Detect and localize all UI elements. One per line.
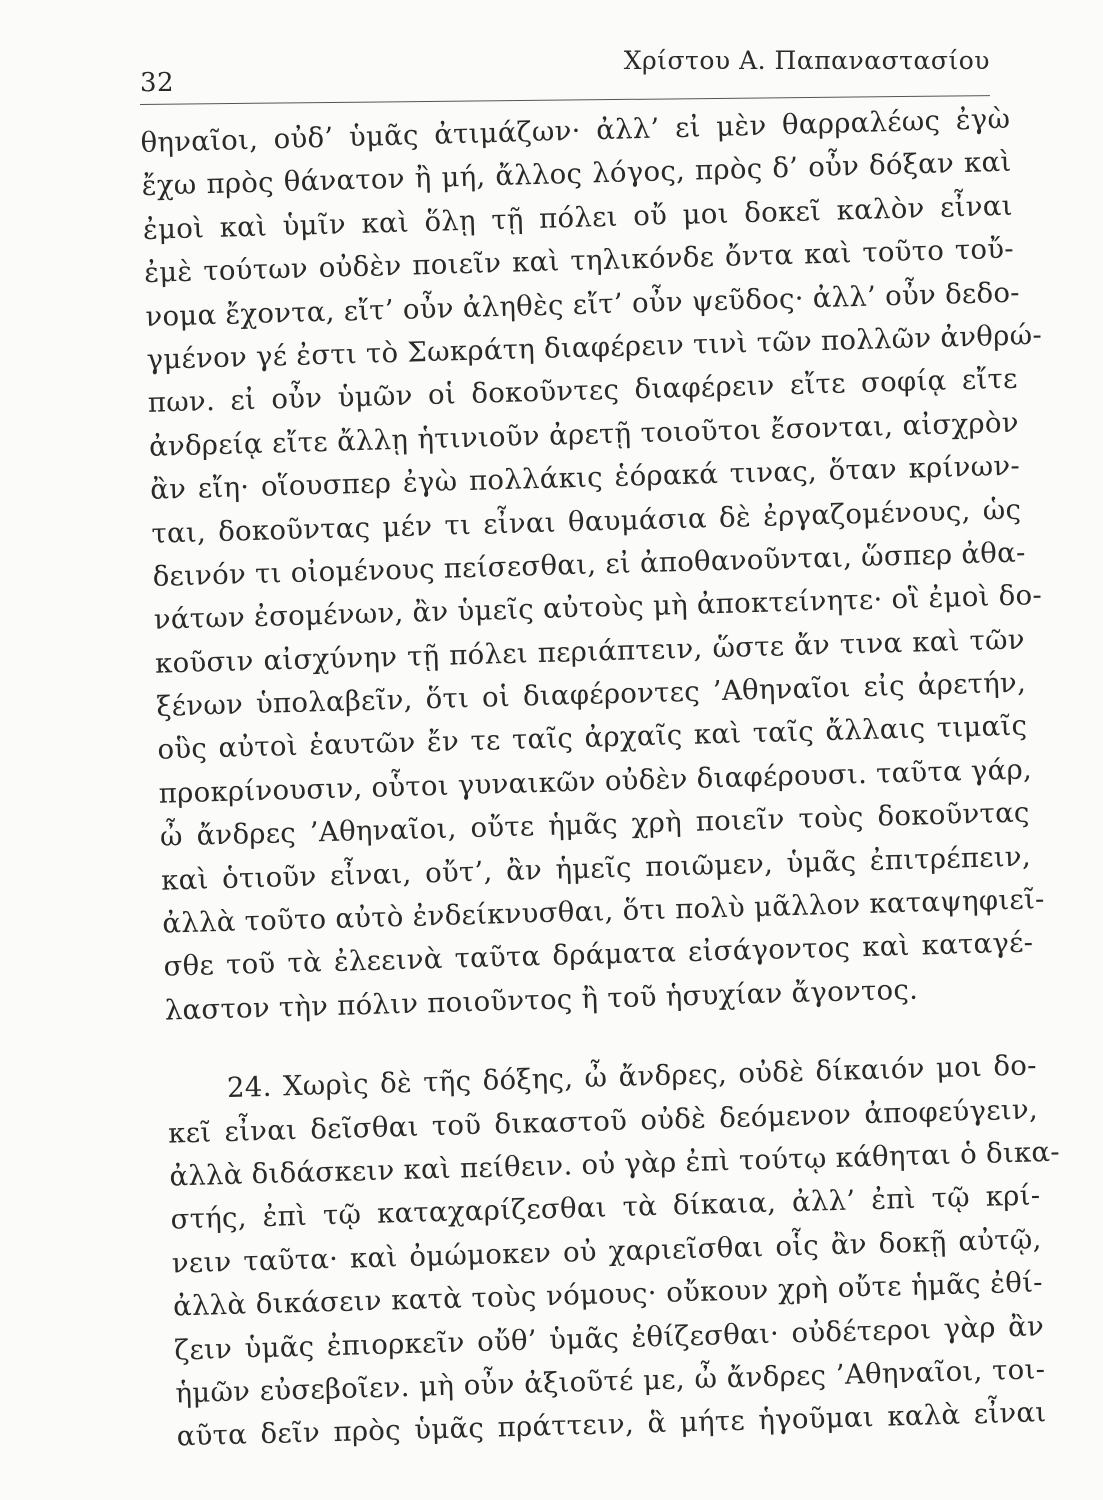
text-line: κοῦσιν αἰσχύνην τῇ πόλει περιάπτειν, ὥστε ἄν τινα καὶ τῶν bbox=[154, 623, 1026, 680]
text-line: καὶ ὁτιοῦν εἶναι, οὔτ’, ἂν ἡμεῖς ποιῶμεν, ὑμᾶς ἐπιτρέπειν, bbox=[160, 840, 1032, 897]
running-head: Χρίστου Α. Παπαναστασίου bbox=[623, 46, 990, 75]
paragraph-2 bbox=[166, 1045, 1061, 1460]
text-line: ἐμοὶ καὶ ὑμῖν καὶ ὅλῃ τῇ πόλει οὔ μοι δοκεῖ καλὸν εἶναι bbox=[142, 189, 1014, 246]
text-line: ἂν εἴη· οἵουσπερ ἐγὼ πολλάκις ἑόρακά τινας, ὅταν κρίνων- bbox=[149, 449, 1021, 506]
text-line: ἀνδρείᾳ εἴτε ἄλλῃ ἡτινιοῦν ἀρετῇ τοιοῦτοι ἔσονται, αἰσχρὸν bbox=[148, 406, 1020, 463]
text-line: ἔχω πρὸς θάνατον ἢ μή, ἄλλος λόγος, πρὸς δ’ οὖν δόξαν καὶ bbox=[141, 146, 1012, 203]
text-line: κεῖ εἶναι δεῖσθαι τοῦ δικαστοῦ οὐδὲ δεόμενον ἀποφεύγειν, bbox=[167, 1092, 1039, 1150]
text-line: ἀλλὰ δικάσειν κατὰ τοὺς νόμους· οὔκουν χρὴ οὔτε ἡμᾶς ἐθί- bbox=[172, 1266, 1044, 1323]
text-line: πων. εἰ οὖν ὑμῶν οἱ δοκοῦντες διαφέρειν εἴτε σοφίᾳ εἴτε bbox=[147, 362, 1018, 420]
text-line: προκρίνουσιν, οὗτοι γυναικῶν οὐδὲν διαφέρουσι. ταῦτα γάρ, bbox=[158, 753, 1033, 810]
text-line: δεινόν τι οἰομένους πείσεσθαι, εἰ ἀποθανοῦνται, ὥσπερ ἀθα- bbox=[152, 536, 1026, 593]
text-line: θηναῖοι, οὐδ’ ὑμᾶς ἀτιμάζων· ἀλλ’ εἰ μὲν θαρραλέως ἐγὼ bbox=[140, 102, 1011, 159]
text-line: ται, δοκοῦντας μέν τι εἶναι θαυμάσια δὲ ἐργαζομένους, ὡς bbox=[151, 493, 1022, 550]
text-line: ἀλλὰ διδάσκειν καὶ πείθειν. οὐ γὰρ ἐπὶ τούτῳ κάθηται ὁ δικα- bbox=[169, 1135, 1061, 1193]
text-line: αῦτα δεῖν πρὸς ὑμᾶς πράττειν, ἃ μήτε ἡγοῦμαι καλὰ εἶναι bbox=[176, 1396, 1047, 1453]
text-line: σθε τοῦ τὰ ἐλεεινὰ ταῦτα δράματα εἰσάγοντος καὶ καταγέ- bbox=[163, 926, 1034, 984]
page-number: 32 bbox=[140, 68, 175, 98]
text-line: γμένον γέ ἐστι τὸ Σωκράτη διαφέρειν τινὶ τῶν πολλῶν ἀνθρώ- bbox=[146, 318, 1043, 376]
text-line: νάτων ἐσομένων, ἂν ὑμεῖς αὐτοὺς μὴ ἀποκτείνητε· οἳ ἐμοὶ δο- bbox=[153, 579, 1043, 637]
text-line: ξένων ὑπολαβεῖν, ὅτι οἱ διαφέροντες ’Αθηναῖοι εἰς ἀρετήν, bbox=[155, 666, 1027, 723]
text-line: στής, ἐπὶ τῷ καταχαρίζεσθαι τὰ δίκαια, ἀλλ’ ἐπὶ τῷ κρί- bbox=[170, 1179, 1041, 1236]
text-line: λαστον τὴν πόλιν ποιοῦντος ἢ τοῦ ἡσυχίαν ἄγοντος. bbox=[164, 973, 919, 1027]
text-body bbox=[140, 98, 1061, 1459]
text-line: νομα ἔχοντα, εἴτ’ οὖν ἀληθὲς εἴτ’ οὖν ψεῦδος· ἀλλ’ οὖν δεδο- bbox=[144, 276, 1021, 333]
text-line: ζειν ὑμᾶς ἐπιορκεῖν οὔθ’ ὑμᾶς ἐθίζεσθαι· οὐδέτεροι γὰρ ἂν bbox=[173, 1309, 1045, 1367]
paragraph-1 bbox=[140, 98, 1046, 1033]
text-line: ἐμὲ τούτων οὐδὲν ποιεῖν καὶ τηλικόνδε ὄντα καὶ τοῦτο τοὔ- bbox=[143, 232, 1015, 290]
text-line: οὓς αὐτοὶ ἑαυτῶν ἔν τε ταῖς ἀρχαῖς καὶ ταῖς ἄλλαις τιμαῖς bbox=[157, 709, 1028, 767]
page-header bbox=[140, 46, 1000, 108]
text-line: νειν ταῦτα· καὶ ὀμώμοκεν οὐ χαριεῖσθαι οἷς ἂν δοκῇ αὐτῷ, bbox=[171, 1223, 1042, 1280]
text-line: ἡμῶν εὐσεβοῖεν. μὴ οὖν ἀξιοῦτέ με, ὦ ἄνδρες ’Αθηναῖοι, τοι- bbox=[175, 1353, 1046, 1410]
text-line: ἀλλὰ τοῦτο αὐτὸ ἐνδείκνυσθαι, ὅτι πολὺ μᾶλλον καταψηφιεῖ- bbox=[161, 883, 1046, 940]
text-line: 24. Χωρὶς δὲ τῆς δόξης, ὦ ἄνδρες, οὐδὲ δίκαιόν μοι δο- bbox=[226, 1049, 1038, 1105]
text-line: ὦ ἄνδρες ’Αθηναῖοι, οὔτε ἡμᾶς χρὴ ποιεῖν τοὺς δοκοῦντας bbox=[159, 796, 1031, 853]
